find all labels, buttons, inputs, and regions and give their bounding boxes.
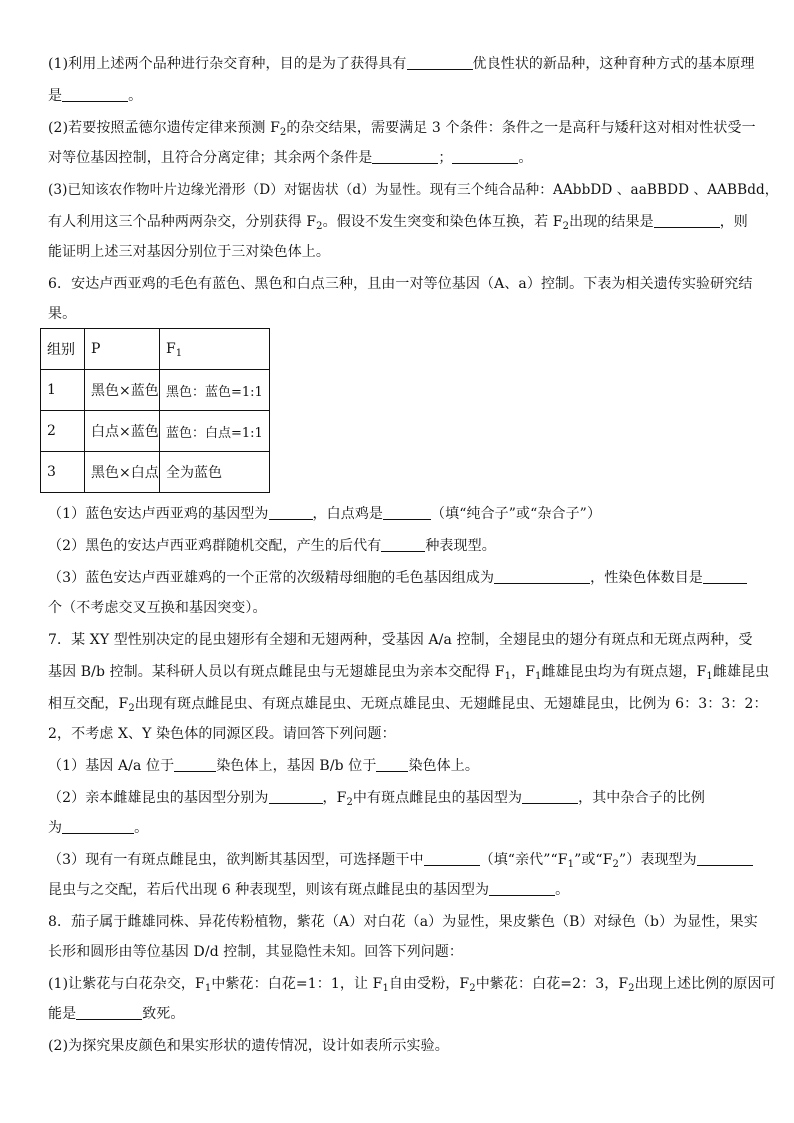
answer-blank xyxy=(269,789,323,804)
text: 中有斑点雌昆虫的基因型为 xyxy=(352,790,523,806)
text: 。 xyxy=(518,150,533,166)
text: 昆虫与之交配，若后代出现 6 种表现型，则该有斑点雌昆虫的基因型为 xyxy=(48,882,490,898)
subscript: 1 xyxy=(535,671,542,682)
cell-p: 黑色×蓝色 xyxy=(85,370,160,411)
q7-stem-line3 xyxy=(48,694,768,714)
answer-blank xyxy=(62,819,134,834)
answer-blank xyxy=(407,55,473,70)
q6-sub3-line2 xyxy=(48,598,267,618)
text: (1)让紫花与白花杂交，F xyxy=(48,976,205,992)
answer-blank xyxy=(372,149,438,164)
text: 出现的结果是 xyxy=(569,214,654,230)
header-p: P xyxy=(85,329,160,370)
q5-part3-line1 xyxy=(48,180,779,200)
text: 是 xyxy=(48,88,63,104)
text: （2）亲本雌雄昆虫的基因型分别为 xyxy=(48,790,269,806)
cell-f1: 黑色：蓝色=1:1 xyxy=(160,370,270,411)
q8-sub2 xyxy=(48,1036,449,1056)
subscript: 2 xyxy=(279,127,287,138)
q5-part2-line1 xyxy=(48,118,756,138)
answer-blank xyxy=(269,505,313,520)
text: （2）黑色的安达卢西亚鸡群随机交配，产生的后代有 xyxy=(48,538,382,554)
text: （1）蓝色安达卢西亚鸡的基因型为 xyxy=(48,506,269,522)
q5-part1-line2 xyxy=(48,86,142,106)
text: 2，不考虑 X、Y 染色体的同源区段。请回答下列问题： xyxy=(48,726,396,742)
cell-p: 黑色×白点 xyxy=(85,452,160,493)
q7-stem-line4 xyxy=(48,724,396,744)
text: ，F xyxy=(511,664,536,680)
header-f1 xyxy=(160,329,270,370)
cell-group: 1 xyxy=(41,370,85,411)
text: 能是 xyxy=(48,1006,77,1022)
text: ，其中杂合子的比例 xyxy=(578,790,706,806)
text: （填“亲代”“F xyxy=(479,852,568,868)
text: （填“纯合子”或“杂合子”） xyxy=(431,506,602,522)
q7-sub2-line1 xyxy=(48,788,705,808)
text: 果。 xyxy=(48,306,77,322)
table-header-row xyxy=(41,329,270,370)
subscript: 1 xyxy=(504,671,512,682)
text: ”）表现型为 xyxy=(618,852,697,868)
text: （3）蓝色安达卢西亚雄鸡的一个正常的次级精母细胞的毛色基因组成为 xyxy=(48,570,495,586)
text: 6．安达卢西亚鸡的毛色有蓝色、黑色和白点三种，且由一对等位基因（A、a）控制。下表为相关遗传实验研究结 xyxy=(48,276,753,292)
q6-stem-line1 xyxy=(48,274,752,294)
text: ，F xyxy=(322,790,347,806)
text: （1）基因 A/a 位于 xyxy=(48,758,175,774)
header-group: 组别 xyxy=(41,329,85,370)
text: ，白点鸡是 xyxy=(312,506,384,522)
q6-sub1 xyxy=(48,504,601,524)
text: 雌雄昆虫 xyxy=(712,664,770,680)
text: ，则 xyxy=(719,214,748,230)
q7-sub1 xyxy=(48,756,479,776)
text: (2)为探究果皮颜色和果实形状的遗传情况，设计如表所示实验。 xyxy=(48,1038,449,1054)
q7-sub2-line2 xyxy=(48,818,148,838)
text: ，性染色体数目是 xyxy=(590,570,703,586)
answer-blank xyxy=(697,851,753,866)
subscript: 2 xyxy=(128,703,135,714)
q7-sub3-line2 xyxy=(48,880,569,900)
text: 染色体上，基因 B/b 位于 xyxy=(216,758,377,774)
q7-sub3-line1 xyxy=(48,850,753,870)
text: 雌雄昆虫均为有斑点翅，F xyxy=(541,664,707,680)
subscript: 2 xyxy=(612,859,619,870)
text: 出现有斑点雌昆虫、有斑点雄昆虫、无斑点雄昆虫、无翅雌昆虫、无翅雄昆虫，比例为 6：3：3：2： xyxy=(134,696,768,712)
text: 。 xyxy=(128,88,143,104)
text: (2)若要按照孟德尔遗传定律来预测 F xyxy=(48,120,280,136)
answer-blank xyxy=(452,149,518,164)
text: 能证明上述三对基因分别位于三对染色体上。 xyxy=(48,244,330,260)
text: (3)已知该农作物叶片边缘光滑形（D）对锯齿状（d）为显性。现有三个纯合品种：AAbbDD 、aaBBDD 、AABBdd， xyxy=(48,182,779,198)
text: （3）现有一有斑点雌昆虫，欲判断其基因型，可选择题干中 xyxy=(48,852,424,868)
subscript: 2 xyxy=(316,221,323,232)
text: 中紫花：白花=1：1，让 F xyxy=(211,976,383,992)
subscript: 1 xyxy=(382,983,389,994)
text: ； xyxy=(438,150,453,166)
q8-sub1-line2 xyxy=(48,1004,185,1024)
answer-blank xyxy=(76,1005,142,1020)
text: 。 xyxy=(134,820,149,836)
subscript: 2 xyxy=(628,983,635,994)
q6-results-table xyxy=(40,328,270,493)
table-row xyxy=(41,411,270,452)
q7-stem-line1 xyxy=(48,630,753,650)
text: 长形和圆形由等位基因 D/d 控制，其显隐性未知。回答下列问题： xyxy=(48,944,464,960)
q5-part2-line2 xyxy=(48,148,533,168)
text: 8．茄子属于雌雄同株、异花传粉植物，紫花（A）对白花（a）为显性，果皮紫色（B）对绿色（b）为显性，果实 xyxy=(48,914,758,930)
table-row xyxy=(41,452,270,493)
text: (1)利用上述两个品种进行杂交育种，目的是为了获得具有 xyxy=(48,56,407,72)
text: ”或“F xyxy=(574,852,613,868)
text: 个（不考虑交叉互换和基因突变）。 xyxy=(48,600,267,616)
answer-blank xyxy=(62,87,128,102)
text: 有人利用这三个品种两两杂交，分别获得 F xyxy=(48,214,317,230)
answer-blank xyxy=(174,757,216,772)
q5-part1-line1 xyxy=(48,54,755,74)
subscript: 1 xyxy=(175,348,183,359)
cell-f1: 蓝色：白点=1:1 xyxy=(160,411,270,452)
text: 。 xyxy=(555,882,570,898)
cell-group: 2 xyxy=(41,411,85,452)
text: 种表现型。 xyxy=(425,538,496,554)
q6-sub3-line1 xyxy=(48,568,747,588)
cell-group: 3 xyxy=(41,452,85,493)
text: 优良性状的新品种，这种育种方式的基本原理 xyxy=(472,56,755,72)
table-row xyxy=(41,370,270,411)
answer-blank xyxy=(381,537,425,552)
text: 为 xyxy=(48,820,63,836)
q6-sub2 xyxy=(48,536,496,556)
answer-blank xyxy=(383,505,431,520)
text: 致死。 xyxy=(142,1006,185,1022)
subscript: 2 xyxy=(562,221,570,232)
q6-stem-line2 xyxy=(48,304,76,324)
answer-blank xyxy=(424,851,480,866)
subscript: 1 xyxy=(567,859,575,870)
text: 中紫花：白花=2：3，F xyxy=(475,976,629,992)
text: 的杂交结果，需要满足 3 个条件：条件之一是高秆与矮秆这对相对性状受一 xyxy=(286,120,756,136)
answer-blank xyxy=(489,881,555,896)
answer-blank xyxy=(522,789,578,804)
subscript: 1 xyxy=(204,983,212,994)
answer-blank xyxy=(703,569,747,584)
answer-blank xyxy=(654,213,720,228)
text: 。假设不发生突变和染色体互换，若 F xyxy=(322,214,563,230)
text: 相互交配，F xyxy=(48,696,129,712)
q5-part3-line3 xyxy=(48,242,330,262)
text: 7．某 XY 型性别决定的昆虫翅形有全翅和无翅两种，受基因 A/a 控制，全翅昆虫的翅分有斑点和无斑点两种，受 xyxy=(48,632,753,648)
text: 染色体上。 xyxy=(408,758,479,774)
subscript: 2 xyxy=(346,797,353,808)
answer-blank xyxy=(494,569,590,584)
text: 对等位基因控制，且符合分离定律；其余两个条件是 xyxy=(48,150,373,166)
q8-stem-line2 xyxy=(48,942,463,962)
cell-p: 白点×蓝色 xyxy=(85,411,160,452)
text: F xyxy=(166,341,176,357)
q8-stem-line1 xyxy=(48,912,758,932)
answer-blank xyxy=(376,757,408,772)
subscript: 2 xyxy=(469,983,476,994)
text: 自由受粉，F xyxy=(388,976,470,992)
q8-sub1-line1 xyxy=(48,974,776,994)
cell-f1: 全为蓝色 xyxy=(160,452,270,493)
q5-part3-line2 xyxy=(48,212,748,232)
q7-stem-line2 xyxy=(48,662,769,682)
subscript: 1 xyxy=(706,671,713,682)
text: 基因 B/b 控制。某科研人员以有斑点雌昆虫与无翅雄昆虫为亲本交配得 F xyxy=(48,664,505,680)
text: 出现上述比例的原因可 xyxy=(634,976,776,992)
